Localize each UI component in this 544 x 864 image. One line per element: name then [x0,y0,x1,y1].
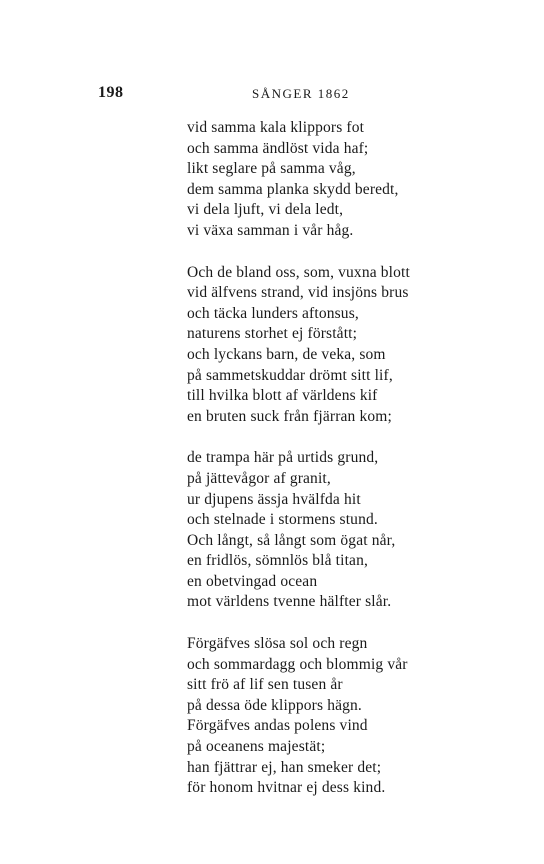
verse-line: en obetvingad ocean [187,572,318,590]
verse-line: till hvilka blott af världens kif [187,387,378,405]
running-head: SÅNGER 1862 [252,86,350,101]
verse-line: och lyckans barn, de veka, som [187,345,386,363]
verse-line: ur djupens ässja hvälfda hit [187,490,361,508]
verse-line: naturens storhet ej förstått; [187,325,358,343]
verse-line: Och de bland oss, som, vuxna blott [187,263,410,281]
stanza-3 [187,448,517,613]
verse-line: vi växa samman i vår håg. [187,221,354,239]
verse-line: sitt frö af lif sen tusen år [187,676,343,694]
poem-body [187,118,517,820]
verse-line: han fjättrar ej, han smeker det; [187,758,382,776]
verse-line: vi dela ljuft, vi dela ledt, [187,201,344,219]
verse-line: en fridlös, sömnlös blå titan, [187,552,369,570]
page-number: 198 [98,84,124,101]
verse-line: och sommardagg och blommig vår [187,655,408,673]
stanza-2 [187,263,517,428]
verse-line: på jättevågor af granit, [187,469,331,487]
verse-line: på oceanens majestät; [187,738,326,756]
verse-line: och täcka lunders aftonsus, [187,304,359,322]
verse-line: Förgäfves andas polens vind [187,717,368,735]
verse-line: dem samma planka skydd beredt, [187,180,399,198]
stanza-4 [187,634,517,799]
verse-line: Förgäfves slösa sol och regn [187,635,368,653]
verse-line: och samma ändlöst vida haf; [187,139,369,157]
verse-line: och stelnade i stormens stund. [187,511,378,529]
verse-line: Och långt, så långt som ögat når, [187,531,396,549]
verse-line: mot världens tvenne hälfter slår. [187,593,392,611]
verse-line: för honom hvitnar ej dess kind. [187,779,386,797]
verse-line: likt seglare på samma våg, [187,160,356,178]
verse-line: vid samma kala klippors fot [187,119,365,136]
verse-line: vid älfvens strand, vid insjöns brus [187,284,409,302]
verse-line: de trampa här på urtids grund, [187,449,379,467]
verse-line: en bruten suck från fjärran kom; [187,407,392,425]
verse-line: på sammetskuddar drömt sitt lif, [187,366,393,384]
stanza-1 [187,118,517,242]
verse-line: på dessa öde klippors hägn. [187,696,362,714]
